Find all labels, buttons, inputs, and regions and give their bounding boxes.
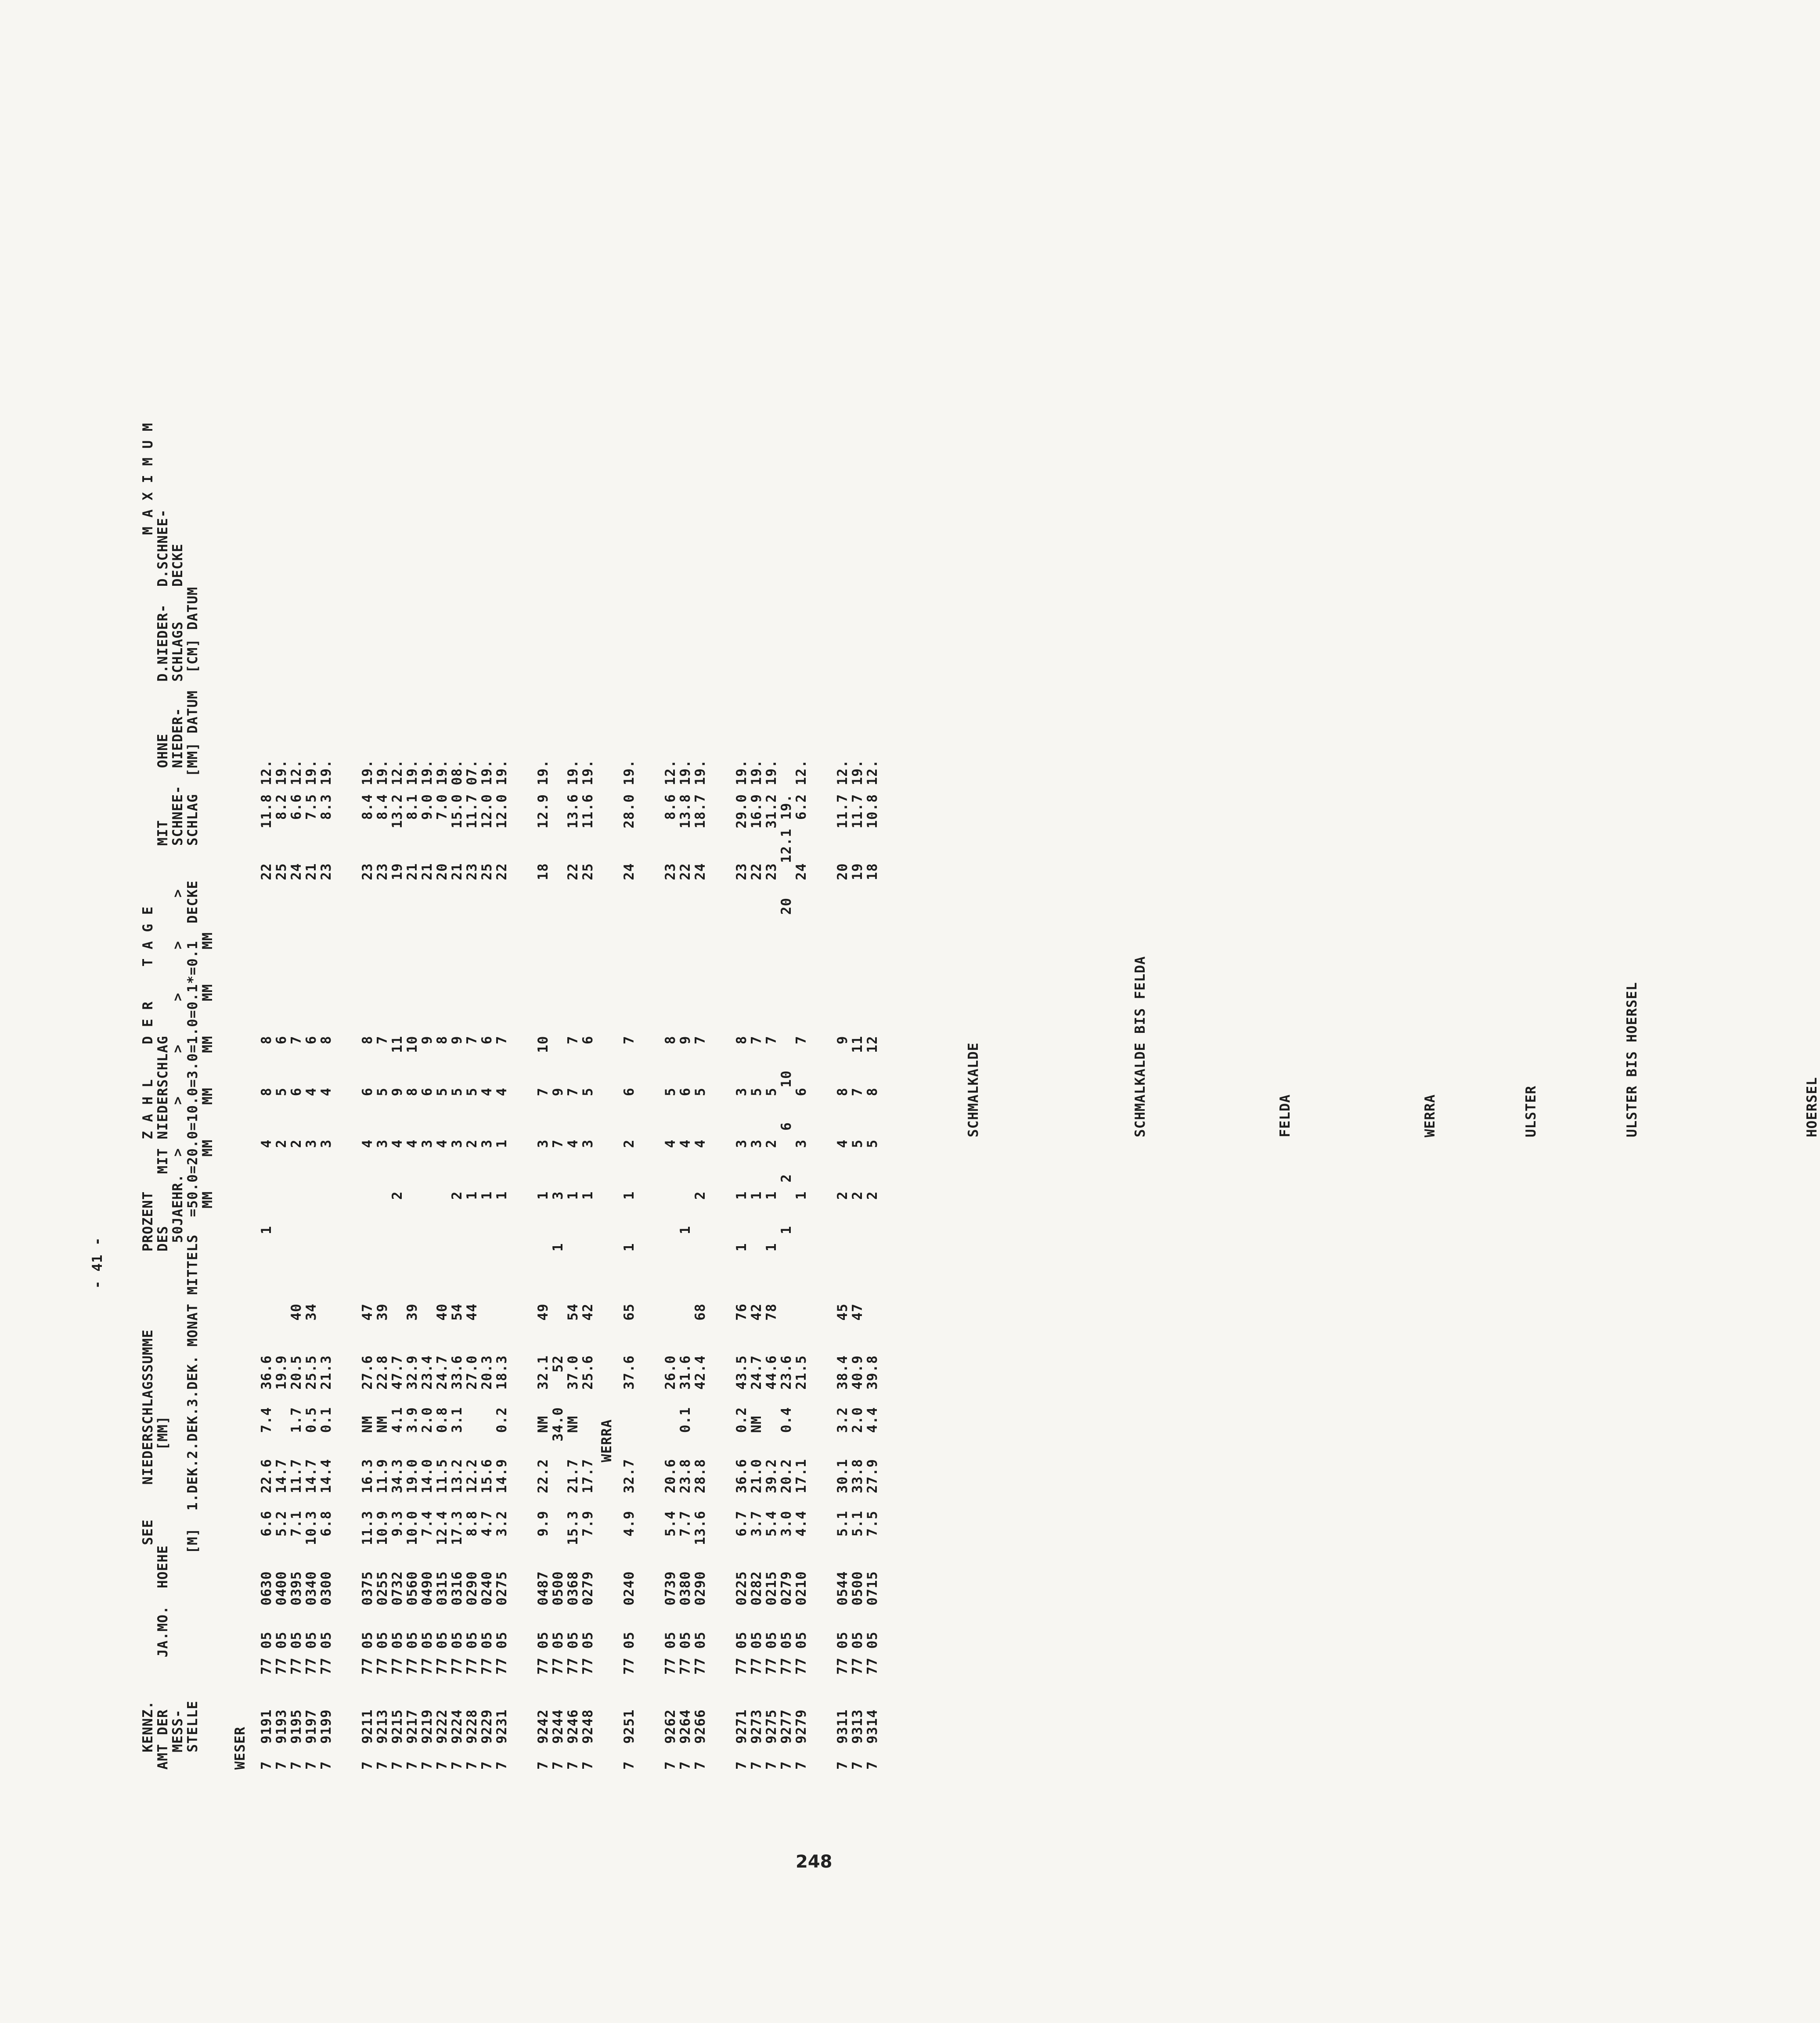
table-row: 7 9224 77 05 0316 17.3 13.2 3.1 33.6 54 2 3 5 9 21 15.0 08. [449, 733, 465, 1770]
table-row: 7 9213 77 05 0255 10.9 11.9 NM 22.8 39 3 5 7 23 8.4 19. [375, 733, 390, 1770]
table-row: 7 9197 77 05 0340 10.3 14.7 0.5 25.5 34 3 4 6 21 7.5 19. [303, 733, 319, 1770]
table-row: 7 9273 77 05 0282 3.7 21.0 NM 24.7 42 1 3 5 7 22 16.9 19. [749, 733, 764, 1770]
header-line: MM MM MM MM MM MM [200, 932, 216, 1770]
page-number: 248 [796, 1852, 833, 1872]
header-line: KENNZ. SEE NIEDERSCHLAGSSUMME PROZENT Z A H L D E R T A G E M A X I M U M [140, 422, 156, 1770]
table-row: 7 9219 77 05 0490 7.4 14.0 2.0 23.4 3 6 9 21 9.0 19. [419, 733, 435, 1770]
river-label-werra-2: WERRA [1422, 1094, 1438, 1137]
header-line: MESS- 50JAEHR. > > > > > > SCHNEE- NIEDER- SCHLAGS DECKE [170, 543, 186, 1770]
page-label: - 41 - [90, 1237, 105, 1289]
table-row: 7 9211 77 05 0375 11.3 16.3 NM 27.6 47 4 6 8 23 8.4 19. [360, 733, 375, 1770]
table-row: 7 9271 77 05 0225 6.7 36.6 0.2 43.5 76 1 1 3 3 8 23 29.0 19. [734, 733, 750, 1770]
table-row: 7 9242 77 05 0487 9.9 22.2 NM 32.1 49 1 3 7 10 18 12.9 19. [535, 733, 551, 1770]
table-row: 7 9275 77 05 0215 5.4 39.2 44.6 78 1 1 2 5 7 23 31.2 19. [764, 733, 779, 1770]
river-label-ulster-bis-hoersel: ULSTER BIS HOERSEL [1624, 982, 1640, 1137]
table-row: 7 9231 77 05 0275 3.2 14.9 0.2 18.3 1 1 4 7 22 12.0 19. [494, 733, 510, 1770]
table-row: 7 9229 77 05 0240 4.7 15.6 20.3 1 3 4 6 25 12.0 19. [479, 733, 495, 1770]
table-row: 7 9191 77 05 0630 6.6 22.6 7.4 36.6 1 4 8 8 22 11.8 12. [259, 733, 274, 1770]
river-label-hoersel: HOERSEL [1804, 1077, 1820, 1137]
river-label-felda: FELDA [1277, 1094, 1293, 1137]
table-row: 7 9246 77 05 0368 15.3 21.7 NM 37.0 54 1 4 7 7 22 13.6 19. [565, 733, 581, 1770]
table-header [140, 422, 245, 1770]
header-line: AMT DER JA.MO. HOEHE [MM] DES MIT NIEDERSCHLAG MIT OHNE D.NIEDER- D.SCHNEE- [155, 509, 171, 1770]
river-label-werra: WERRA [599, 1419, 615, 1462]
table-row: 7 9193 77 05 0400 5.2 14.7 19.9 2 5 6 25 8.2 19. [274, 733, 289, 1770]
table-row: 7 9217 77 05 0560 10.0 19.0 3.9 32.9 39 4 8 10 21 8.1 19. [404, 733, 420, 1770]
rotated-table [90, 189, 1820, 1770]
table-row: 7 9311 77 05 0544 5.1 30.1 3.2 38.4 45 2 4 8 9 20 11.7 12. [835, 733, 851, 1770]
river-label-schmalkalde: SCHMALKALDE [966, 1042, 981, 1137]
table-row: 7 9251 77 05 0240 4.9 32.7 37.6 65 1 1 2 6 7 24 28.0 19. [621, 733, 637, 1770]
table-row: 7 9195 77 05 0395 7.1 11.7 1.7 20.5 40 2 6 7 24 6.6 12. [288, 733, 304, 1770]
table-row: 7 9313 77 05 0500 5.1 33.8 2.0 40.9 47 2 5 7 11 19 11.7 19. [850, 733, 865, 1770]
table-row: 7 9199 77 05 0300 6.8 14.4 0.1 21.3 3 4 8 23 8.3 19. [318, 733, 334, 1770]
table-row: 7 9222 77 05 0315 12.4 11.5 0.8 24.7 40 4 5 8 20 7.0 19. [434, 733, 450, 1770]
group-label-weser: WESER [232, 1726, 248, 1770]
table-row: 7 9266 77 05 0290 13.6 28.8 42.4 68 2 4 5 7 24 18.7 19. [692, 733, 708, 1770]
table-row: 7 9277 77 05 0279 3.0 20.2 0.4 23.6 1 2 6 10 20 12.1 19. [778, 768, 794, 1770]
table-row: 7 9279 77 05 0210 4.4 17.1 21.5 1 3 6 7 24 6.2 12. [793, 733, 809, 1770]
table-row: 7 9248 77 05 0279 7.9 17.7 25.6 42 1 3 5 6 25 11.6 19. [580, 733, 596, 1770]
table-row: 7 9244 77 05 0500 34.0 52 1 3 7 9 [550, 759, 566, 1770]
table-row: 7 9262 77 05 0739 5.4 20.6 26.0 4 5 8 23 8.6 12. [663, 733, 678, 1770]
river-label-ulster: ULSTER [1523, 1085, 1539, 1137]
table-row: 7 9228 77 05 0290 8.8 12.2 27.0 44 1 2 5 7 23 11.7 07. [464, 733, 480, 1770]
header-line: STELLE [M] 1.DEK.2.DEK.3.DEK. MONAT MITTELS =50.0=20.0=10.0=3.0=1.0=0.1*=0.1 DECKE SCHLAG [MM] DATUM [CM] DATUM [185, 587, 201, 1770]
river-label-schmalkalde-bis-felda: SCHMALKALDE BIS FELDA [1132, 956, 1148, 1137]
table-row: 7 9264 77 05 0380 7.7 23.8 0.1 31.6 1 4 6 9 22 13.8 19. [678, 733, 693, 1770]
table-row: 7 9215 77 05 0732 9.3 34.3 4.1 47.7 2 4 9 11 19 13.2 12. [389, 733, 405, 1770]
table-row: 7 9314 77 05 0715 7.5 27.9 4.4 39.8 2 5 8 12 18 10.8 12. [865, 733, 880, 1770]
